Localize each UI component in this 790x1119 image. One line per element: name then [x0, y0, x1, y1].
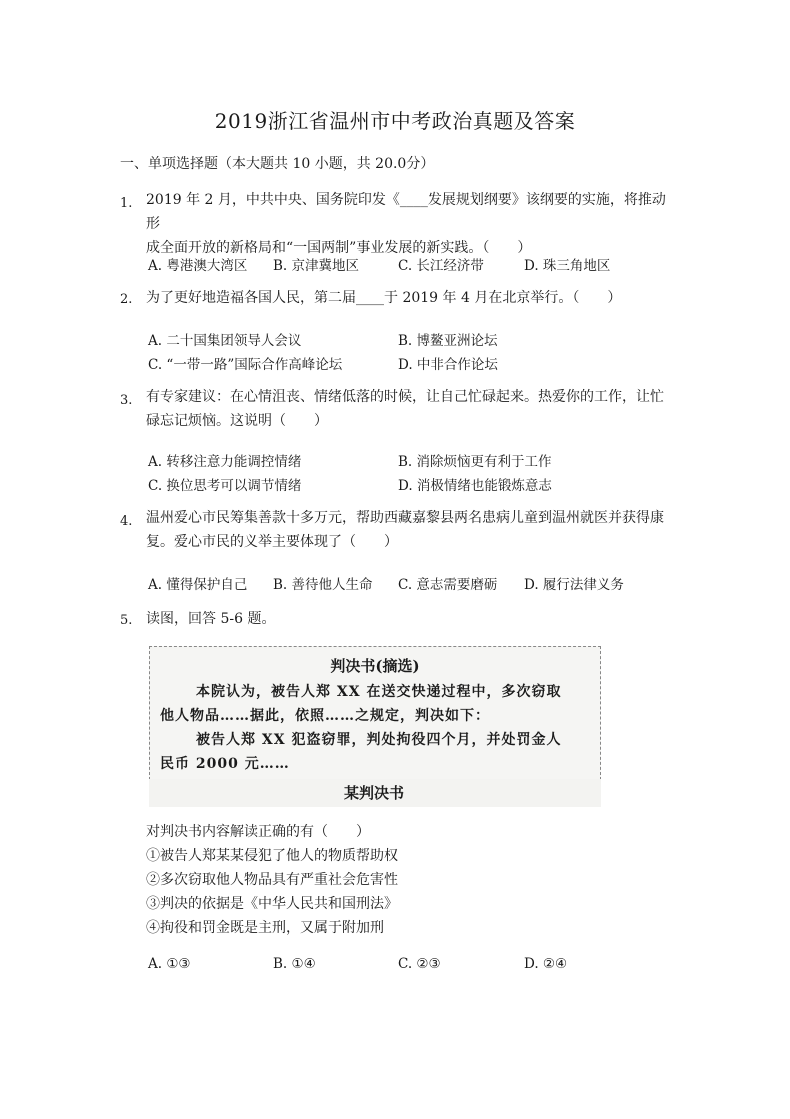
question-5-option-d: D. ②④	[524, 956, 568, 972]
question-4-text	[146, 506, 676, 554]
question-4-line-2: 复。爱心市民的义举主要体现了（ ）	[146, 534, 398, 550]
question-3-option-a: A. 转移注意力能调控情绪	[148, 454, 302, 470]
question-2-number: 2.	[120, 292, 133, 307]
verdict-line-1: 本院认为，被告人郑 XX 在送交快递过程中，多次窃取	[196, 684, 562, 700]
question-1-option-d: D. 珠三角地区	[524, 258, 611, 274]
question-2-option-a: A. 二十国集团领导人会议	[148, 333, 302, 349]
question-3-text	[146, 385, 676, 433]
question-1-line-2: 成全面开放的新格局和“一国两制”事业发展的新实践。（ ）	[146, 240, 532, 256]
question-1-option-b: B. 京津冀地区	[273, 258, 360, 274]
verdict-caption: 某判决书	[343, 784, 404, 802]
question-5-number: 5.	[120, 613, 133, 628]
question-1-option-a: A. 粤港澳大湾区	[148, 258, 248, 274]
question-2-option-c: C. “一带一路”国际合作高峰论坛	[148, 357, 343, 373]
verdict-heading: 判决书(摘选)	[330, 657, 420, 675]
page-title: 2019浙江省温州市中考政治真题及答案	[214, 109, 576, 133]
question-4-option-d: D. 履行法律义务	[524, 577, 624, 593]
statement-1: ①被告人郑某某侵犯了他人的物质帮助权	[146, 848, 398, 864]
question-5-option-b: B. ①④	[273, 956, 316, 972]
question-2-text: 为了更好地造福各国人民，第二届____于 2019 年 4 月在北京举行。（ ）	[146, 290, 622, 306]
question-3-line-1: 有专家建议：在心情沮丧、情绪低落的时候，让自己忙碌起来。热爱你的工作，让忙	[146, 389, 664, 405]
question-4-number: 4.	[120, 514, 133, 529]
verdict-line-3: 被告人郑 XX 犯盗窃罪，判处拘役四个月，并处罚金人	[196, 732, 562, 748]
statement-2: ②多次窃取他人物品具有严重社会危害性	[146, 872, 398, 888]
question-1-line-1: 2019 年 2 月，中共中央、国务院印发《____发展规划纲要》该纲要的实施，将推动形	[146, 192, 666, 232]
question-5-text: 读图，回答 5-6 题。	[146, 611, 276, 627]
question-2-option-b: B. 博鳌亚洲论坛	[398, 333, 498, 349]
question-3-number: 3.	[120, 393, 133, 408]
question-3-option-b: B. 消除烦恼更有利于工作	[398, 454, 552, 470]
verdict-line-4: 民币 2000 元……	[160, 756, 290, 772]
question-4-line-1: 温州爱心市民筹集善款十多万元，帮助西藏嘉黎县两名患病儿童到温州就医并获得康	[146, 510, 664, 526]
question-1-number: 1.	[120, 196, 133, 211]
question-2-option-d: D. 中非合作论坛	[398, 357, 498, 373]
question-5-option-a: A. ①③	[148, 956, 191, 972]
verdict-document-image	[149, 646, 601, 780]
verdict-line-2: 他人物品……据此，依照……之规定，判决如下：	[160, 708, 490, 724]
question-1-text	[146, 188, 676, 260]
question-3-option-c: C. 换位思考可以调节情绪	[148, 478, 302, 494]
question-5-option-c: C. ②③	[398, 956, 441, 972]
question-3-line-2: 碌忘记烦恼。这说明（ ）	[146, 413, 328, 429]
question-1-option-c: C. 长江经济带	[398, 258, 484, 274]
question-4-option-c: C. 意志需要磨砺	[398, 577, 498, 593]
section-heading: 一、单项选择题（本大题共 10 小题，共 20.0分）	[120, 156, 435, 172]
statement-3: ③判决的依据是《中华人民共和国刑法》	[146, 896, 398, 912]
question-5-prompt: 对判决书内容解读正确的有（ ）	[146, 824, 370, 840]
question-4-option-b: B. 善待他人生命	[273, 577, 373, 593]
question-3-option-d: D. 消极情绪也能锻炼意志	[398, 478, 552, 494]
statement-4: ④拘役和罚金既是主刑，又属于附加刑	[146, 920, 384, 936]
question-4-option-a: A. 懂得保护自己	[148, 577, 248, 593]
